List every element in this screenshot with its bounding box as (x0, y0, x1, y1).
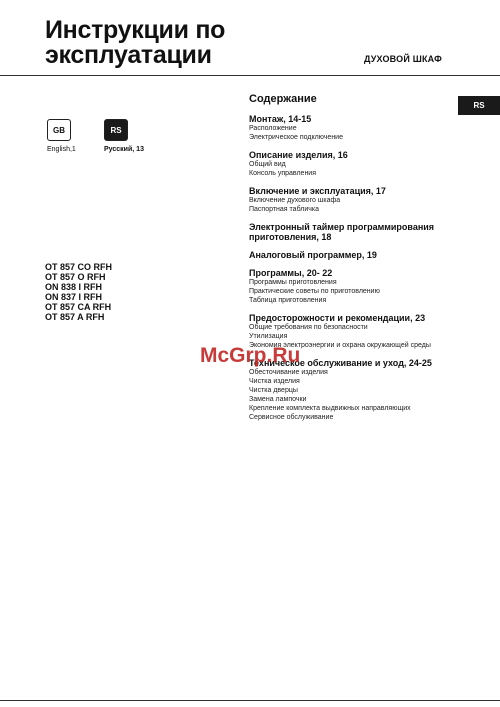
model-item: OT 857 O RFH (45, 272, 106, 282)
toc-section-start-up (249, 186, 454, 214)
language-label-russian: Русский, 13 (104, 146, 144, 153)
toc-section-title: Монтаж, 14-15 (249, 114, 312, 124)
toc-section-description (249, 150, 454, 178)
model-item: OT 857 A RFH (45, 312, 105, 322)
toc-section-title: Техническое обслуживание и уход, 24-25 (249, 358, 432, 368)
toc-section-programmes (249, 268, 454, 305)
toc-section-timer (249, 222, 454, 242)
page-title-line-1: Инструкции по (45, 16, 226, 44)
language-tab-rs: RS (458, 96, 500, 115)
toc-item: Общий вид (249, 161, 286, 168)
toc-section-title: Аналоговый программер, 19 (249, 250, 377, 260)
model-item: ON 838 I RFH (45, 282, 103, 292)
model-item: OT 857 CA RFH (45, 302, 112, 312)
document-type-label: ДУХОВОЙ ШКАФ (363, 54, 442, 64)
toc-section-analog-programmer (249, 250, 454, 260)
toc-item: Утилизация (249, 333, 288, 340)
model-item: ON 837 I RFH (45, 292, 103, 302)
page-title-line-2: эксплуатации (45, 41, 212, 69)
toc-item: Практические советы по приготовлению (249, 288, 380, 295)
toc-section-title: Включение и эксплуатация, 17 (249, 186, 386, 196)
toc-item: Программы приготовления (249, 279, 337, 286)
toc-section-title: Программы, 20- 22 (249, 268, 333, 278)
model-list (45, 262, 112, 322)
toc-item: Паспортная табличка (249, 206, 320, 213)
page-title (45, 18, 225, 68)
language-badge-gb: GB (47, 119, 71, 141)
table-of-contents (249, 114, 454, 430)
language-label-english: English,1 (47, 146, 76, 153)
toc-section-title: Описание изделия, 16 (249, 150, 348, 160)
toc-item: Включение духового шкафа (249, 197, 341, 204)
toc-item: Экономия электроэнергии и охрана окружающей среды (249, 342, 431, 349)
toc-heading: Содержание (249, 93, 317, 105)
toc-section-installation (249, 114, 454, 142)
toc-section-title: Электронный таймер программирования приготовления, 18 (249, 222, 435, 242)
toc-item: Электрическое подключение (249, 134, 343, 141)
header-divider (0, 75, 500, 76)
toc-item: Расположение (249, 125, 297, 132)
toc-item: Замена лампочки (249, 396, 307, 403)
toc-item: Чистка дверцы (249, 387, 298, 394)
toc-item: Общие требования по безопасности (249, 324, 368, 331)
toc-item: Крепление комплекта выдвижных направляющих (249, 405, 411, 412)
toc-section-maintenance (249, 358, 454, 422)
toc-item: Чистка изделия (249, 378, 300, 385)
toc-item: Таблица приготовления (249, 297, 327, 304)
toc-item: Сервисное обслуживание (249, 414, 334, 421)
footer-divider (0, 700, 500, 701)
site-watermark: McGrp.Ru (200, 344, 301, 367)
toc-section-precautions (249, 313, 454, 350)
language-badge-rs: RS (104, 119, 128, 141)
toc-item: Консоль управления (249, 170, 317, 177)
model-item: OT 857 CO RFH (45, 262, 113, 272)
toc-item: Обесточивание изделия (249, 369, 328, 376)
toc-section-title: Предосторожности и рекомендации, 23 (249, 313, 426, 323)
